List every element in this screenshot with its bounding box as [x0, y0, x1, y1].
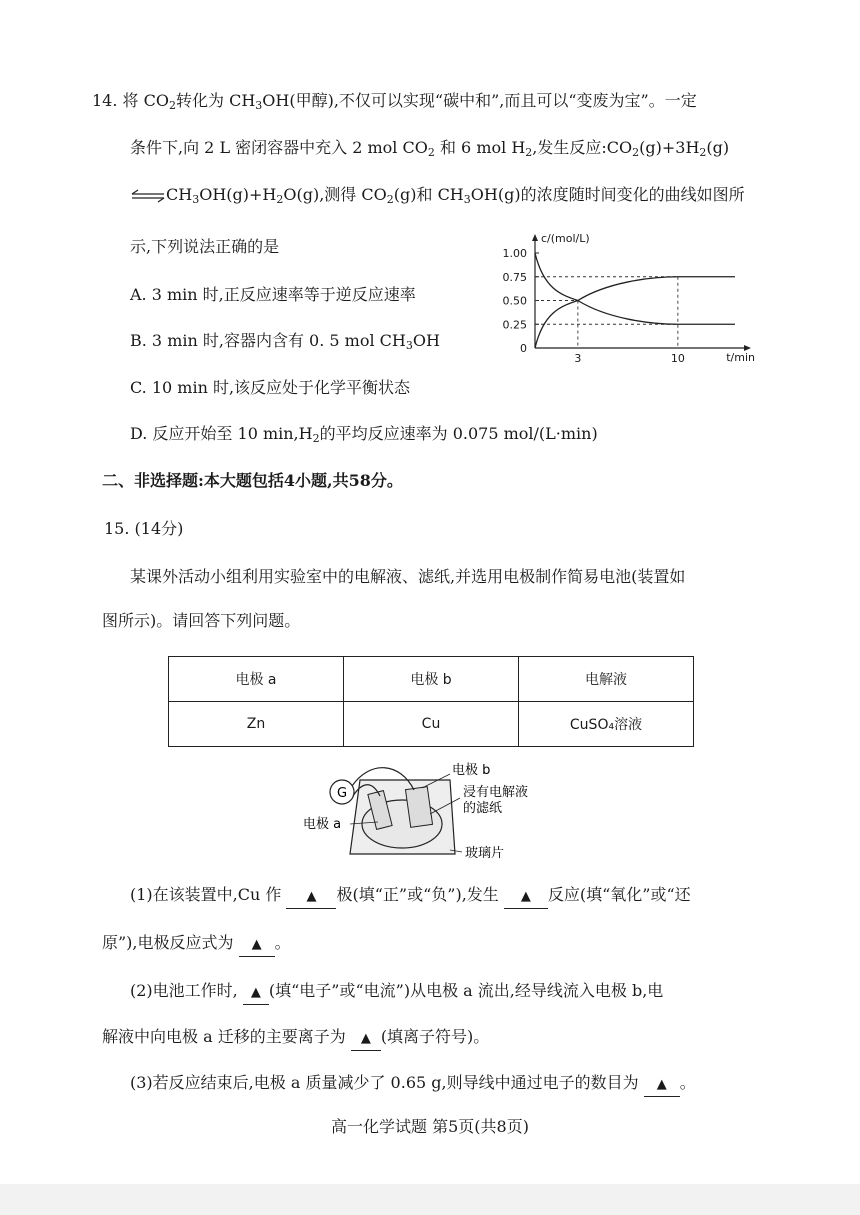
q14-line2: 条件下,向 2 L 密闭容器中充入 2 mol $CO_2$ 和 6 mol $H_2$,发生反应$:CO_2(g)+3H_2(g)$ — [130, 138, 730, 159]
label-glass-plate: 玻璃片 — [465, 846, 505, 861]
scan-bottom-band — [0, 1184, 860, 1215]
x-axis-label: t/min — [726, 351, 755, 364]
subq-2-line1: (2)电池工作时, ▲ (填“电子”或“电流”)从电极 a 流出,经导线流入电极 b,电 — [130, 980, 663, 1005]
y-tick-label: 0 — [520, 342, 527, 355]
table-header-row — [169, 657, 694, 702]
table-cell: CuSO₄溶液 — [519, 702, 694, 747]
option-b: B. 3 min 时,容器内含有 0. 5 mol $CH_3OH$ — [130, 331, 440, 352]
galvanometer-label: G — [336, 786, 348, 801]
section-two-heading: 二、非选择题:本大题包括4小题,共58分。 — [102, 471, 403, 490]
battery-apparatus-diagram — [300, 752, 560, 867]
label-filter-paper-1: 浸有电解液 — [463, 785, 529, 800]
subq-2-line2: 解液中向电极 a 迁移的主要离子为 ▲ (填离子符号)。 — [102, 1026, 489, 1051]
option-d: D. 反应开始至 10 $\min,H_2$的平均反应速率为 0.075 mol/(L·min) — [130, 424, 598, 445]
y-tick-label: 0.75 — [502, 270, 527, 284]
subq-1-line2: 原”),电极反应式为 ▲ 。 — [102, 932, 291, 957]
answer-blank[interactable]: ▲ — [351, 1028, 381, 1051]
concentration-chart — [490, 228, 760, 368]
answer-blank[interactable]: ▲ — [644, 1074, 680, 1097]
series-line-co2 — [535, 253, 735, 324]
q15-intro-line1: 某课外活动小组利用实验室中的电解液、滤纸,并选用电极制作简易电池(装置如 — [130, 567, 686, 586]
q14-stem-end: 示,下列说法正确的是 — [130, 237, 280, 256]
answer-blank[interactable]: ▲ — [286, 886, 336, 909]
answer-blank[interactable]: ▲ — [504, 886, 548, 909]
subq-1-line1: (1)在该装置中,Cu 作 ▲ 极(填“正”或“负”),发生 ▲ 反应(填“氧化”或“还 — [130, 884, 691, 909]
equilibrium-arrow-icon — [130, 189, 166, 203]
option-c: C. 10 min 时,该反应处于化学平衡状态 — [130, 378, 411, 397]
answer-blank[interactable]: ▲ — [243, 982, 269, 1005]
y-tick-label: 0.25 — [502, 318, 527, 332]
electrode-b — [405, 787, 432, 828]
electrode-table — [168, 656, 694, 747]
y-tick-label: 0.50 — [502, 294, 527, 308]
subq-3: (3)若反应结束后,电极 a 质量减少了 0.65 g,则导线中通过电子的数目为 ▲ 。 — [130, 1072, 696, 1097]
series-line-ch3oh — [535, 277, 735, 348]
q14-line1: 14. 将 $CO_2$转化为 $CH_3OH$(甲醇),不仅可以实现“碳中和”,而且可以“变废为宝”。一定 — [92, 91, 697, 112]
q15-intro-line2: 图所示)。请回答下列问题。 — [102, 611, 301, 630]
table-cell: Cu — [344, 702, 519, 747]
table-header-cell: 电解液 — [519, 657, 694, 702]
label-filter-paper-2: 的滤纸 — [463, 801, 503, 816]
answer-blank[interactable]: ▲ — [239, 934, 275, 957]
y-axis-label: c/(mol/L) — [541, 232, 590, 245]
table-row — [169, 702, 694, 747]
table-header-cell: 电极 b — [344, 657, 519, 702]
label-electrode-a: 电极 a — [303, 817, 342, 832]
option-a: A. 3 min 时,正反应速率等于逆反应速率 — [130, 285, 416, 304]
table-cell: Zn — [169, 702, 344, 747]
page-footer: 高一化学试题 第5页(共8页) — [331, 1117, 529, 1136]
label-electrode-b: 电极 b — [452, 763, 491, 778]
x-tick-label: 3 — [574, 352, 582, 365]
q14-line3: $CH_3OH(g)+H_2O(g)$,测得 $CO_2(g)$和 $CH_3OH(g)$的浓度随时间变化的曲线如图所 — [130, 184, 745, 211]
table-header-cell: 电极 a — [169, 657, 344, 702]
q15-header: 15. (14分) — [104, 519, 184, 538]
y-axis-arrow-icon — [532, 234, 538, 241]
x-tick-label: 10 — [670, 352, 685, 365]
y-tick-label: 1.00 — [502, 247, 527, 260]
